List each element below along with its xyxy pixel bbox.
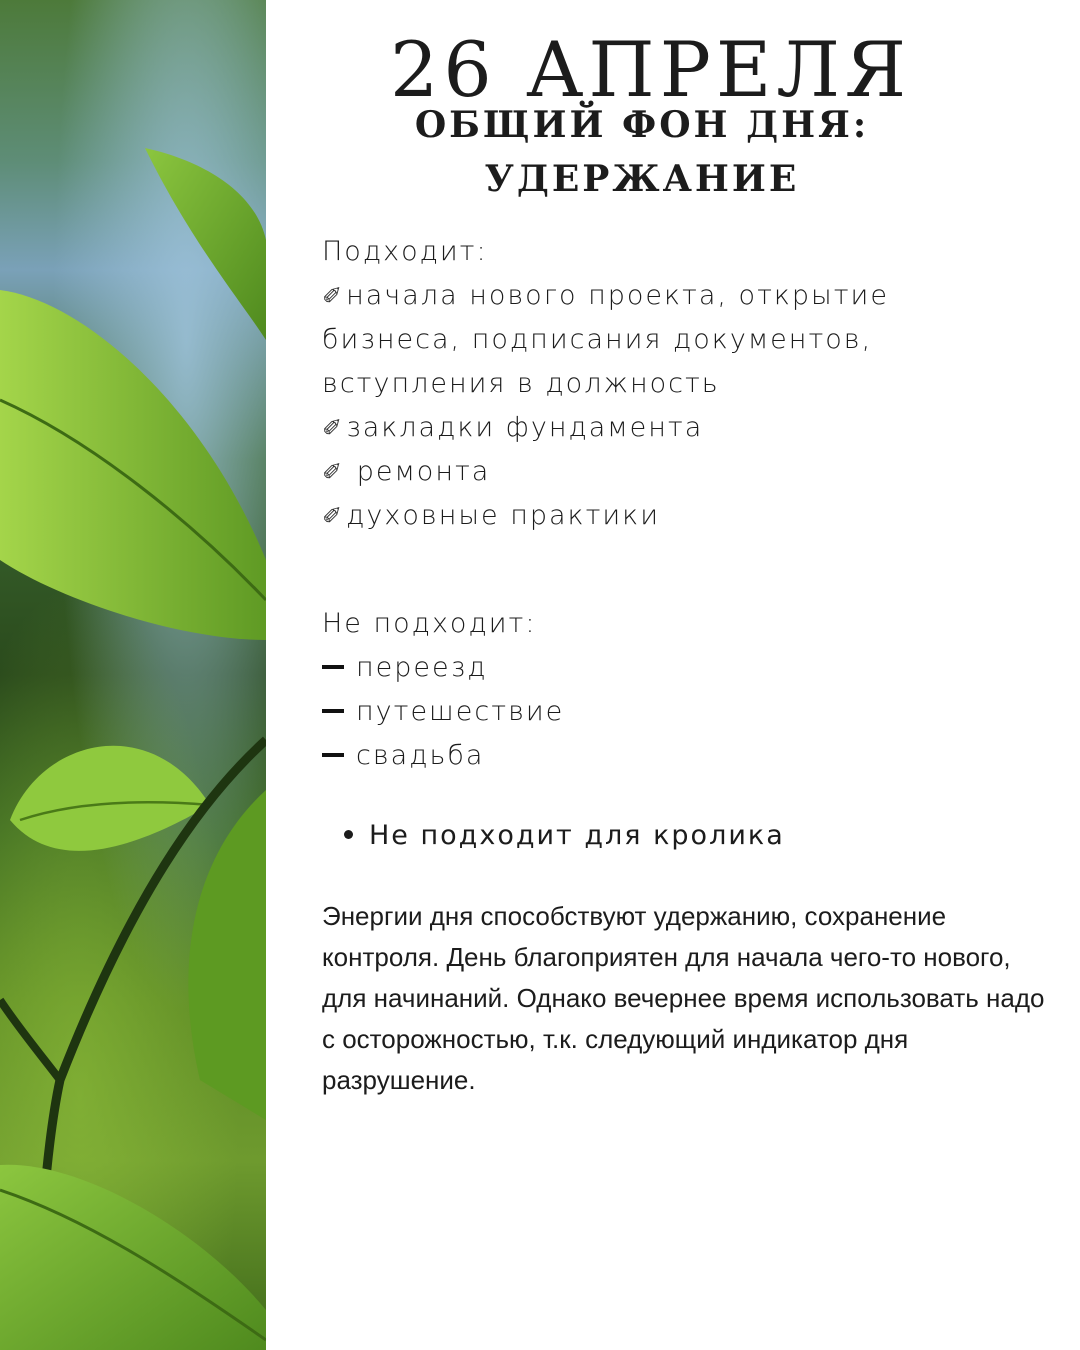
subtitle-day-type: УДЕРЖАНИЕ [484,158,800,200]
not-suitable-item [322,734,1022,778]
subtitle-day-background: ОБЩИЙ ФОН ДНЯ: [414,104,870,146]
not-suitable-item-text: путешествие [356,696,565,727]
not-suitable-item-text: свадьба [356,740,485,771]
rabbit-note [344,814,785,858]
suitable-item-continuation: бизнеса, подписания документов, [322,324,873,355]
checkmark-icon: ✐ [322,502,345,530]
leaf-illustration [0,0,266,1350]
suitable-item [322,450,1022,494]
checkmark-icon: ✐ [322,282,345,310]
bullet-icon [344,830,353,839]
not-suitable-item-text: переезд [356,652,488,683]
suitable-heading: Подходит: [322,236,488,267]
checkmark-icon: ✐ [322,458,345,486]
suitable-item [322,274,1022,318]
checkmark-icon: ✐ [322,414,345,442]
leaf-photo [0,0,266,1350]
suitable-item-continuation: вступления в должность [322,368,720,399]
suitable-item-text: духовные практики [346,500,660,531]
dash-icon [322,665,344,669]
not-suitable-heading: Не подходит: [322,608,537,639]
date-title: 26 АПРЕЛЯ [390,25,912,114]
suitable-item [322,406,1022,450]
dash-icon [322,753,344,757]
suitable-item-text: ремонта [346,456,491,487]
not-suitable-item [322,690,1022,734]
not-suitable-list [322,602,1022,778]
day-description: Энергии дня способствуют удержанию, сохранение контроля. День благоприятен для начала чего-то нового, для начинаний. Однако вечернее время использовать надо с осторожностью, т.к. следующий индикатор дня разрушение. [322,901,1045,1095]
suitable-item-text: начала нового проекта, открытие [346,280,889,311]
suitable-item [322,494,1022,538]
suitable-list [322,230,1022,538]
dash-icon [322,709,344,713]
rabbit-note-text: Не подходит для кролика [369,820,785,851]
not-suitable-item [322,646,1022,690]
suitable-item-text: закладки фундамента [346,412,704,443]
